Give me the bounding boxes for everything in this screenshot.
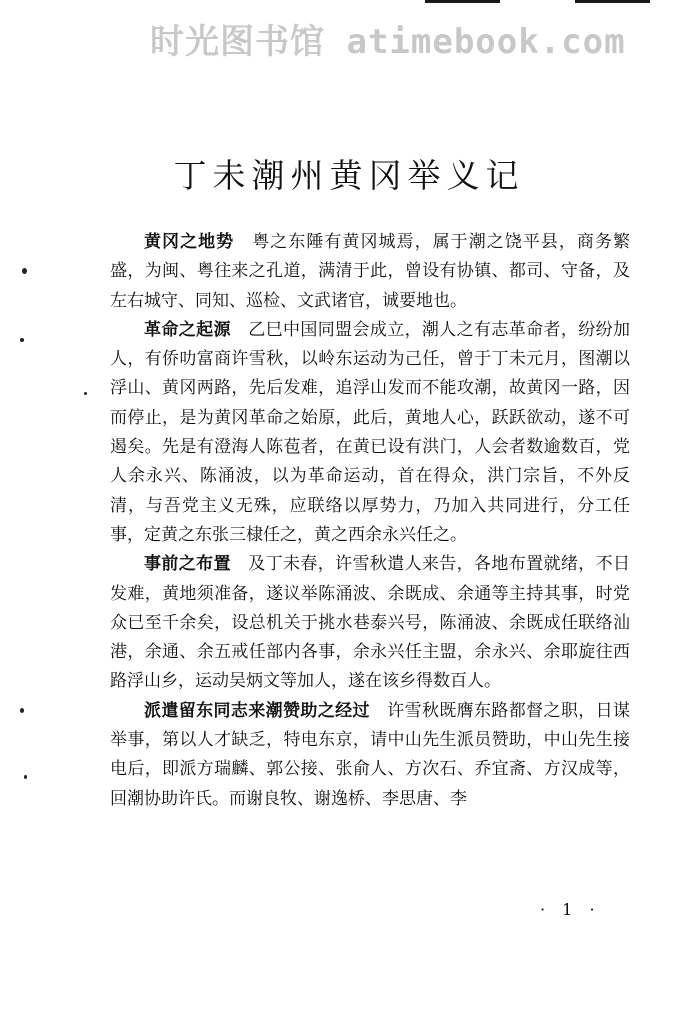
paragraph-text: 乙巳中国同盟会成立，潮人之有志革命者，纷纷加人，有侨叻富商许雪秋，以岭东运动为己任，曾于丁未元月，图潮以浮山、黄冈两路，先后发难，追浮山发而不能攻潮，故黄冈一路，因而停止，是为黄冈革命之始原，此后，黄地人心，跃跃欲动，遂不可遏矣。先是有澄海人陈苞者，在黄已设有洪门，人会者数逾数百，党人余永兴、陈涌波，以为革命运动，首在得众，洪门宗旨，不外反清，与吾党主义无殊，应联络以厚势力，乃加入共同进行，分工任事，定黄之东张三棣任之，黄之西余永兴任之。 (110, 319, 631, 545)
scan-speck (84, 392, 87, 395)
scan-edge-mark (425, 0, 500, 3)
section-heading: 派遣留东同志来潮赞助之经过 (144, 700, 370, 721)
page-number: · 1 · (540, 900, 601, 919)
paragraph-dispatch (110, 697, 630, 814)
scan-speck (22, 268, 27, 274)
section-heading: 黄冈之地势 (144, 232, 235, 252)
paragraph-terrain (110, 228, 630, 316)
paragraph-text: 及丁未春，许雪秋遣人来告，各地布置就绪，不日发难，黄地须准备，遂议举陈涌波、余既成、余通等主持其事，时党众已至千余矣，设总机关于挑水巷泰兴号，陈涌波、余既成任联络汕港，余通、余五戒任部内各事，余永兴任主盟，余永兴、余耶旋往西路浮山乡，运动吴炳文等加人，遂在该乡得数百人。 (110, 554, 631, 692)
paragraph-preparation (110, 550, 630, 696)
scan-edge-mark (575, 0, 650, 3)
scan-speck (20, 708, 24, 713)
paragraph-text: 许雪秋既膺东路都督之职，日谋举事，第以人才缺乏，特电东京，请中山先生派员赞助，中山先生接电后，即派方瑞麟、郭公接、张俞人、方次石、乔宜斋、方汉成等，回潮协助许氏。而谢良牧、谢逸桥、李思唐、李 (110, 700, 631, 809)
document-title: 丁未潮州黄冈举义记 (173, 156, 525, 195)
section-heading: 事前之布置 (144, 554, 231, 575)
document-body (110, 228, 630, 814)
scan-speck (24, 775, 27, 779)
paragraph-origin (110, 316, 630, 550)
watermark: 时光图书馆 atimebook.com (150, 22, 626, 62)
section-heading: 革命之起源 (144, 319, 231, 340)
paragraph-text: 粤之东陲有黄冈城焉，属于潮之饶平县，商务繁盛，为闽、粤往来之孔道，满清于此，曾设有协镇、都司、守备，及左右城守、同知、巡检、文武诸官，诚要地也。 (110, 232, 631, 311)
scan-speck (20, 338, 24, 342)
